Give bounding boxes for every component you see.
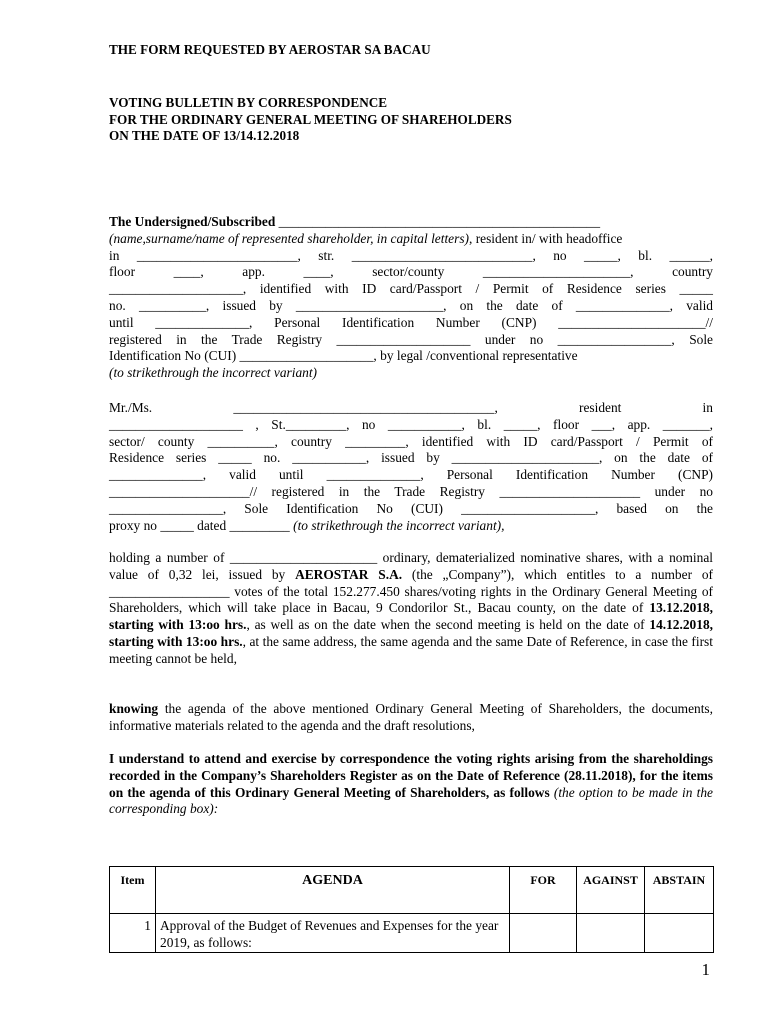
proxy-dated-line: proxy no _____ dated _________ (to strikethrough the incorrect variant), <box>109 517 505 533</box>
agenda-table <box>109 866 714 953</box>
table-row <box>110 914 714 953</box>
against-header: AGAINST <box>577 867 645 914</box>
knowing-paragraph: knowing the agenda of the above mentioned Ordinary General Meeting of Shareholders, the documents, informative materials related to the agenda and the draft resolutions, <box>109 701 713 733</box>
undersigned-strikethrough-note: (to strikethrough the incorrect variant) <box>109 365 318 381</box>
page-number: 1 <box>701 960 710 979</box>
title-line-3: ON THE DATE OF 13/14.12.2018 <box>109 128 300 143</box>
undersigned-address-line: in ________________________, str. ___________________________, no _____, bl. ______, <box>109 247 713 263</box>
undersigned-block <box>109 214 713 382</box>
proxy-county-line: sector/ county __________, country _________, identified with ID card/Passport / Permit of <box>109 433 713 449</box>
holding-paragraph: holding a number of ______________________ ordinary, dematerialized nominative shares, with a nominal value of 0,32 lei, issued by AEROSTAR S.A. (the „Company”), which entitles to a number of __________________ votes of the total 152.277.450 shares/voting rights in the Ordinary General Meeting of Shareholders, which will take place in Bacau, 9 Condorilor St., Bacau county, on the date of 13.12.2018, starting with 13:oo hrs., as well as on the date when the second meeting is held on the date of 14.12.2018, starting with 13:oo hrs., at the same address, the same agenda and the same Date of Reference, in case the first meeting cannot be held, <box>109 550 713 666</box>
title-line-1: VOTING BULLETIN BY CORRESPONDENCE <box>109 95 388 110</box>
proxy-registry-line: _____________________// registered in the Trade Registry _____________________ under no <box>109 483 713 499</box>
undersigned-id-line: ____________________, identified with ID card/Passport / Permit of Residence series _____ <box>109 281 713 297</box>
for-header: FOR <box>510 867 577 914</box>
proxy-valid-line: ______________, valid until ______________, Personal Identification Number (CNP) <box>109 467 713 483</box>
against-vote-box[interactable] <box>577 914 645 953</box>
agenda-header-row <box>110 867 714 914</box>
undersigned-cui-line: Identification No (CUI) ____________________, by legal /conventional representative <box>109 348 578 364</box>
proxy-block <box>109 400 713 534</box>
agenda-header: AGENDA <box>156 867 510 914</box>
form-requested-line: THE FORM REQUESTED BY AEROSTAR SA BACAU <box>109 42 431 57</box>
proxy-residence-line: Residence series _____ no. ___________, issued by ______________________, on the date of <box>109 450 713 466</box>
proxy-address-line: ____________________ , St._________, no ___________, bl. _____, floor ___, app. _______, <box>109 416 713 432</box>
undersigned-registry-line: registered in the Trade Registry ____________________ under no _________________, Sole <box>109 331 713 347</box>
abstain-vote-box[interactable] <box>645 914 714 953</box>
proxy-name-line: Mr./Ms. _______________________________________, resident in <box>109 400 713 415</box>
undersigned-name-hint: (name,surname/name of represented shareholder, in capital letters) <box>109 230 469 246</box>
proxy-cui-line: _________________, Sole Identification No (CUI) ____________________, based on the <box>109 500 713 516</box>
title-line-2: FOR THE ORDINARY GENERAL MEETING OF SHAREHOLDERS <box>109 112 512 127</box>
undersigned-name-blank: ________________________________________________ <box>278 214 601 229</box>
understand-paragraph: I understand to attend and exercise by correspondence the voting rights arising from the shareholdings recorded in the Company’s Shareholders Register as on the Date of Reference (28.11.2018), for the items on the agenda of this Ordinary General Meeting of Shareholders, as follows (the option to be made in the corresponding box): <box>109 751 713 817</box>
abstain-header: ABSTAIN <box>645 867 714 914</box>
undersigned-cnp-line: until ______________, Personal Identification Number (CNP) ______________________// <box>109 314 713 330</box>
undersigned-resident-text: , resident in/ with headoffice <box>469 230 623 246</box>
item-number: 1 <box>110 914 156 953</box>
undersigned-label: The Undersigned/Subscribed <box>109 214 276 229</box>
undersigned-issued-line: no. __________, issued by ______________________, on the date of ______________, valid <box>109 297 713 313</box>
for-vote-box[interactable] <box>510 914 577 953</box>
item-header: Item <box>110 867 156 914</box>
agenda-item-text: Approval of the Budget of Revenues and Expenses for the year 2019, as follows: <box>156 914 510 953</box>
undersigned-floor-line: floor ____, app. ____, sector/county ______________________, country <box>109 264 713 280</box>
